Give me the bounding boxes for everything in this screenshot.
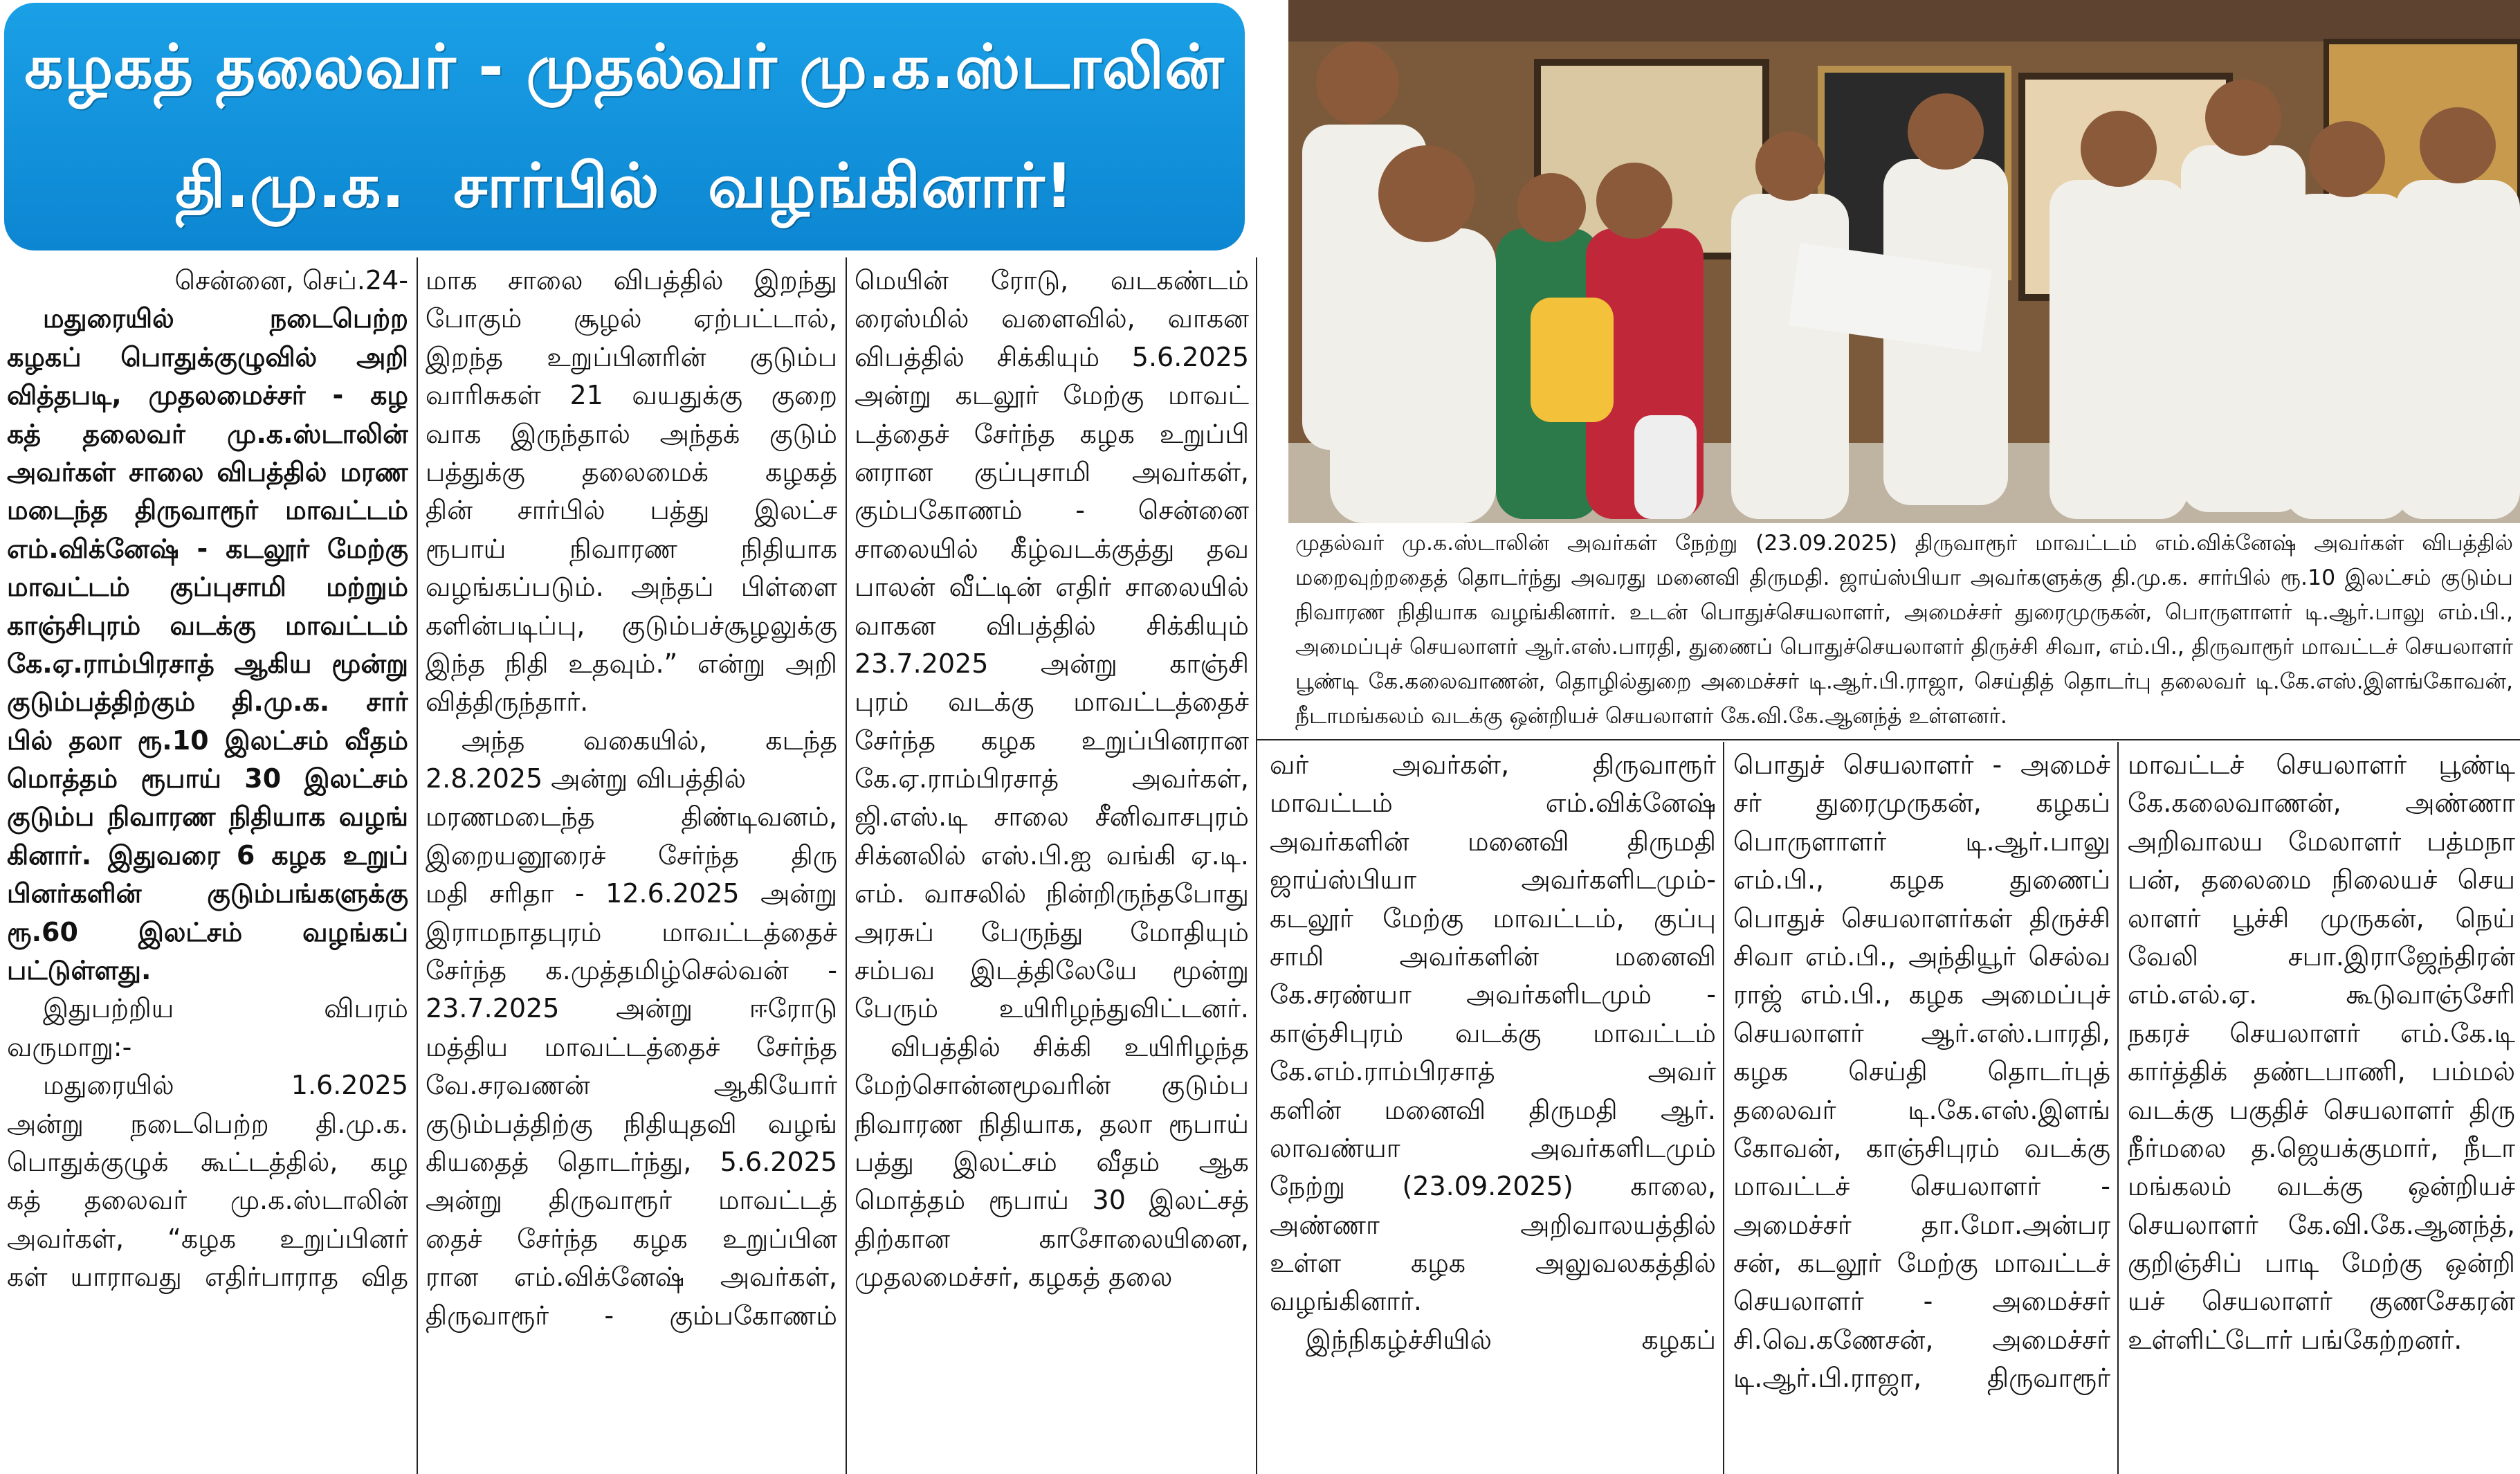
article-line: திருவாரூர் - கும்பகோணம் xyxy=(426,1300,837,1331)
article-line: அன்று திருவாரூர் மாவட்டத் xyxy=(426,1185,837,1216)
article-line: பொதுக்குழுக் கூட்டத்தில், கழ xyxy=(7,1146,408,1177)
article-line: கும்பகோணம் - சென்னை xyxy=(855,495,1249,526)
article-line: விபத்தில் சிக்கியும் 5.6.2025 xyxy=(855,341,1249,372)
article-line: சிவா எம்.பி., அந்தியூர் செல்வ xyxy=(1733,940,2110,972)
article-column-4 xyxy=(1270,746,1716,1359)
caption-line: அமைப்புச் செயலாளர் ஆர்.எஸ்.பாரதி, துணைப் பொதுச்செயலாளர் திருச்சி சிவா, எம்.பி., திருவாரூர் மாவட்டச் செயலாளர் xyxy=(1295,635,2513,659)
article-line: எம்.எல்.ஏ. கூடுவாஞ்சேரி xyxy=(2128,979,2515,1010)
article-line: பாலன் வீட்டின் எதிர் சாலையில் xyxy=(855,572,1249,603)
caption-divider xyxy=(1256,739,2520,740)
headline-banner xyxy=(4,3,1245,251)
photo-caption xyxy=(1288,525,2520,736)
article-line: வர் அவர்கள், திருவாரூர் xyxy=(1270,749,1716,780)
article-line: அவர்கள் சாலை விபத்தில் மரண xyxy=(7,456,408,487)
article-line: சன், கடலூர் மேற்கு மாவட்டச் xyxy=(1733,1248,2110,1279)
article-line: அந்த வகையில், கடந்த xyxy=(462,725,837,756)
article-line: காஞ்சிபுரம் வடக்கு மாவட்டம் xyxy=(1270,1017,1716,1048)
article-line: லாவண்யா அவர்களிடமும் xyxy=(1270,1132,1716,1163)
article-line: 23.7.2025 அன்று ஈரோடு xyxy=(426,993,837,1024)
article-line: உள்ள கழக அலுவலகத்தில் xyxy=(1270,1248,1716,1279)
caption-line: நீடாமங்கலம் வடக்கு ஒன்றியச் செயலாளர் கே.வி.கே.ஆனந்த் உள்ளனர். xyxy=(1295,704,2007,729)
article-line: அன்று கடலூர் மேற்கு மாவட் xyxy=(855,380,1249,411)
article-line: மடைந்த திருவாரூர் மாவட்டம் xyxy=(7,495,408,526)
article-line: இந்த நிதி உதவும்.” என்று அறி xyxy=(426,648,837,679)
article-line: இந்நிகழ்ச்சியில் கழகப் xyxy=(1306,1324,1716,1355)
column-divider xyxy=(1256,257,1257,1474)
column-divider xyxy=(417,257,418,1474)
article-line: மெயின் ரோடு, வடகண்டம் xyxy=(855,265,1249,295)
article-line: திற்கான காசோலையினை, xyxy=(855,1223,1249,1254)
article-line: வாக இருந்தால் அந்தக் குடும் xyxy=(426,418,837,449)
article-line: பினர்களின் குடும்பங்களுக்கு xyxy=(7,878,408,909)
article-line: களின்படிப்பு, குடும்பச்சூழலுக்கு xyxy=(426,610,837,641)
article-line: கியதைத் தொடர்ந்து, 5.6.2025 xyxy=(426,1146,837,1177)
article-line: கள் யாராவது எதிர்பாராத வித xyxy=(7,1262,408,1293)
article-line: மதுரையில் நடைபெற்ற xyxy=(43,303,408,334)
column-divider xyxy=(846,257,847,1474)
article-line: மாவட்டச் செயலாளர் பூண்டி xyxy=(2128,749,2515,780)
article-line: பொதுச் செயலாளர்கள் திருச்சி xyxy=(1733,902,2110,934)
article-line: சம்பவ இடத்திலேயே மூன்று xyxy=(855,955,1249,986)
caption-line: மறைவுற்றதைத் தொடர்ந்து அவரது மனைவி திருமதி. ஜாய்ஸ்பியா அவர்களுக்கு தி.மு.க. சார்பில் ரூ.10 இலட்சம் குடும்ப xyxy=(1295,565,2513,590)
article-line: அவர்கள், “கழக உறுப்பினர் xyxy=(7,1223,408,1254)
article-line: வித்தபடி, முதலமைச்சர் - கழ xyxy=(7,380,408,411)
article-line: சேர்ந்த க.முத்தமிழ்செல்வன் - xyxy=(426,955,837,986)
article-line: பொதுச் செயலாளர் - அமைச் xyxy=(1733,749,2110,780)
article-line: டத்தைச் சேர்ந்த கழக உறுப்பி xyxy=(855,418,1249,449)
article-line: பில் தலா ரூ.10 இலட்சம் வீதம் xyxy=(7,725,408,756)
article-line: அவர்களின் மனைவி திருமதி xyxy=(1270,826,1716,857)
article-column-1 xyxy=(7,262,408,1297)
article-line: எம்.பி., கழக துணைப் xyxy=(1733,864,2110,895)
article-line: மதுரையில் 1.6.2025 xyxy=(43,1070,408,1101)
article-line: சேர்ந்த கழக உறுப்பினரான xyxy=(855,725,1249,756)
article-column-5 xyxy=(1733,746,2110,1398)
article-line: கே.கலைவாணன், அண்ணா xyxy=(2128,788,2515,819)
article-column-6 xyxy=(2128,746,2515,1359)
article-line: இறந்த உறுப்பினரின் குடும்ப xyxy=(426,341,837,372)
article-line: கே.சரண்யா அவர்களிடமும் - xyxy=(1270,979,1716,1010)
article-line: ரைஸ்மில் வளைவில், வாகன xyxy=(855,303,1249,334)
article-line: சர் துரைமுருகன், கழகப் xyxy=(1733,788,2110,819)
article-line: உள்ளிட்டோர் பங்கேற்றனர். xyxy=(2128,1324,2463,1355)
article-line: மரணமடைந்த திண்டிவனம், xyxy=(426,801,837,832)
article-line: மாவட்டம் எம்.விக்னேஷ் xyxy=(1270,788,1716,819)
article-line: நீர்மலை த.ஜெயக்குமார், நீடா xyxy=(2128,1132,2515,1163)
article-line: ரூபாய் நிவாரண நிதியாக xyxy=(426,533,837,564)
article-line: ராஜ் எம்.பி., கழக அமைப்புச் xyxy=(1733,979,2110,1010)
article-line: பொருளாளர் டி.ஆர்.பாலு xyxy=(1733,826,2110,857)
article-line: டி.ஆர்.பி.ராஜா, திருவாரூர் xyxy=(1733,1363,2110,1394)
article-line: னரான குப்புசாமி அவர்கள், xyxy=(855,456,1249,487)
article-line: கே.ஏ.ராம்பிரசாத் ஆகிய மூன்று xyxy=(7,648,408,679)
news-photo xyxy=(1288,0,2520,523)
caption-line: பூண்டி கே.கலைவாணன், தொழில்துறை அமைச்சர் டி.ஆர்.பி.ராஜா, செய்தித் தொடர்பு தலைவர் டி.கே.எஸ்.இளங்கோவன், xyxy=(1295,669,2513,694)
article-line: ஜாய்ஸ்பியா அவர்களிடமும்- xyxy=(1270,864,1716,895)
article-line: சிக்னலில் எஸ்.பி.ஐ வங்கி ஏ.டி. xyxy=(855,839,1249,871)
article-line: வழங்கப்படும். அந்தப் பிள்ளை xyxy=(426,572,837,603)
column-divider xyxy=(1723,742,1724,1474)
article-line: பத்துக்கு தலைமைக் கழகத் xyxy=(426,456,837,487)
article-line: மதி சரிதா - 12.6.2025 அன்று xyxy=(426,878,837,909)
article-line: மேற்சொன்னமூவரின் குடும்ப xyxy=(855,1070,1249,1101)
article-line: வழங்கினார். xyxy=(1270,1286,1423,1317)
headline-line-1: கழகத் தலைவர் - முதல்வர் மு.க.ஸ்டாலின் xyxy=(24,31,1225,102)
article-line: நிவாரண நிதியாக, தலா ரூபாய் xyxy=(855,1108,1249,1139)
article-line: லாளர் பூச்சி முருகன், நெய் xyxy=(2128,902,2515,934)
article-line: விபத்தில் சிக்கி உயிரிழந்த xyxy=(891,1031,1249,1062)
article-line: சாலையில் கீழ்வடக்குத்து தவ xyxy=(855,533,1249,564)
article-line: சென்னை, செப்.24- xyxy=(174,265,408,295)
article-column-3 xyxy=(855,262,1249,1297)
article-line: கத் தலைவர் மு.க.ஸ்டாலின் xyxy=(7,418,408,449)
article-line: வாரிசுகள் 21 வயதுக்கு குறை xyxy=(426,380,837,411)
article-line: மத்திய மாவட்டத்தைச் சேர்ந்த xyxy=(426,1031,837,1062)
article-line: கத் தலைவர் மு.க.ஸ்டாலின் xyxy=(7,1185,408,1216)
caption-line: முதல்வர் மு.க.ஸ்டாலின் அவர்கள் நேற்று (23.09.2025) திருவாரூர் மாவட்டம் எம்.விக்னேஷ் அவர்கள் விபத்தில் xyxy=(1295,531,2513,556)
headline-line-2: தி.மு.க. சார்பில் வழங்கினார்! xyxy=(175,150,1074,221)
article-line: பத்து இலட்சம் வீதம் ஆக xyxy=(855,1146,1249,1177)
article-line: போகும் சூழல் ஏற்பட்டால், xyxy=(426,303,837,334)
article-line: எம். வாசலில் நின்றிருந்தபோது xyxy=(855,878,1249,909)
article-line: இராமநாதபுரம் மாவட்டத்தைச் xyxy=(426,916,837,947)
article-line: ரூ.60 இலட்சம் வழங்கப் xyxy=(7,916,408,947)
article-line: காஞ்சிபுரம் வடக்கு மாவட்டம் xyxy=(7,610,408,641)
caption-line: நிவாரண நிதியாக வழங்கினார். உடன் பொதுச்செயலாளர், அமைச்சர் துரைமுருகன், பொருளாளர் டி.ஆர்.பாலு எம்.பி., xyxy=(1295,600,2513,625)
article-line: சி.வெ.கணேசன், அமைச்சர் xyxy=(1733,1324,2110,1355)
article-line: கினார். இதுவரை 6 கழக உறுப் xyxy=(7,839,408,871)
article-line: செயலாளர் ஆர்.எஸ்.பாரதி, xyxy=(1733,1017,2110,1048)
article-line: 2.8.2025 அன்று விபத்தில் xyxy=(426,763,747,794)
article-line: எம்.விக்னேஷ் - கடலூர் மேற்கு xyxy=(7,533,408,564)
article-line: பட்டுள்ளது. xyxy=(7,955,152,986)
article-line: அன்று நடைபெற்ற தி.மு.க. xyxy=(7,1108,408,1139)
article-line: வே.சரவணன் ஆகியோர் xyxy=(426,1070,837,1101)
article-line: கார்த்திக் தண்டபாணி, பம்மல் xyxy=(2128,1056,2515,1087)
article-line: முதலமைச்சர், கழகத் தலை xyxy=(855,1262,1173,1293)
article-line: கடலூர் மேற்கு மாவட்டம், குப்பு xyxy=(1270,902,1716,934)
article-line: மாக சாலை விபத்தில் இறந்து xyxy=(426,265,837,295)
article-line: மாவட்டச் செயலாளர் - xyxy=(1733,1171,2110,1202)
article-line: தைச் சேர்ந்த கழக உறுப்பின xyxy=(426,1223,837,1254)
article-line: அண்ணா அறிவாலயத்தில் xyxy=(1270,1209,1716,1240)
article-line: பன், தலைமை நிலையச் செய xyxy=(2128,864,2515,895)
article-line: நேற்று (23.09.2025) காலை, xyxy=(1270,1171,1716,1202)
article-line: புரம் வடக்கு மாவட்டத்தைச் xyxy=(855,686,1249,718)
article-line: குடும்பத்திற்கும் தி.மு.க. சார் xyxy=(7,686,408,718)
article-line: கோவன், காஞ்சிபுரம் வடக்கு xyxy=(1733,1132,2110,1163)
article-line: மொத்தம் ரூபாய் 30 இலட்சத் xyxy=(855,1185,1249,1216)
article-line: குறிஞ்சிப் பாடி மேற்கு ஒன்றி xyxy=(2128,1248,2515,1279)
article-line: பேரும் உயிரிழந்துவிட்டனர். xyxy=(855,993,1249,1024)
article-line: மங்கலம் வடக்கு ஒன்றியச் xyxy=(2128,1171,2515,1202)
article-line: கே.ஏ.ராம்பிரசாத் அவர்கள், xyxy=(855,763,1249,794)
article-line: மாவட்டம் குப்புசாமி மற்றும் xyxy=(7,572,408,603)
article-line: செயலாளர் - அமைச்சர் xyxy=(1733,1286,2110,1317)
article-line: குடும்பத்திற்கு நிதியுதவி வழங் xyxy=(426,1108,837,1139)
article-line: குடும்ப நிவாரண நிதியாக வழங் xyxy=(7,801,408,832)
article-line: தின் சார்பில் பத்து இலட்ச xyxy=(426,495,837,526)
article-line: வேலி சபா.இராஜேந்திரன் xyxy=(2128,940,2515,972)
article-line: செயலாளர் கே.வி.கே.ஆனந்த், xyxy=(2128,1209,2515,1240)
article-line: வாகன விபத்தில் சிக்கியும் xyxy=(855,610,1249,641)
article-line: அமைச்சர் தா.மோ.அன்பர xyxy=(1733,1209,2110,1240)
photo-illustration xyxy=(1288,0,2520,523)
article-line: ஜி.எஸ்.டி சாலை சீனிவாசபுரம் xyxy=(855,801,1249,832)
article-line: நகரச் செயலாளர் எம்.கே.டி xyxy=(2128,1017,2515,1048)
article-line: மொத்தம் ரூபாய் 30 இலட்சம் xyxy=(7,763,408,794)
article-line: அறிவாலய மேலாளர் பத்மநா xyxy=(2128,826,2515,857)
article-line: ரான எம்.விக்னேஷ் அவர்கள், xyxy=(426,1262,837,1293)
article-line: யச் செயலாளர் குணசேகரன் xyxy=(2128,1286,2515,1317)
article-line: இறையனூரைச் சேர்ந்த திரு xyxy=(426,839,837,871)
column-divider xyxy=(2117,742,2119,1474)
article-line: இதுபற்றிய விபரம் xyxy=(43,993,408,1024)
article-line: வடக்கு பகுதிச் செயலாளர் திரு xyxy=(2128,1094,2515,1125)
article-line: வித்திருந்தார். xyxy=(426,686,589,718)
article-line: அரசுப் பேருந்து மோதியும் xyxy=(855,916,1249,947)
article-column-2 xyxy=(426,262,837,1335)
article-line: களின் மனைவி திருமதி ஆர். xyxy=(1270,1094,1716,1125)
article-line: 23.7.2025 அன்று காஞ்சி xyxy=(855,648,1249,679)
article-line: தலைவர் டி.கே.எஸ்.இளங் xyxy=(1733,1094,2110,1125)
article-line: வருமாறு:- xyxy=(7,1031,132,1062)
article-line: கழகப் பொதுக்குழுவில் அறி xyxy=(7,341,408,372)
article-line: கழக செய்தி தொடர்புத் xyxy=(1733,1056,2110,1087)
article-line: கே.எம்.ராம்பிரசாத் அவர் xyxy=(1270,1056,1716,1087)
article-line: சாமி அவர்களின் மனைவி xyxy=(1270,940,1716,972)
